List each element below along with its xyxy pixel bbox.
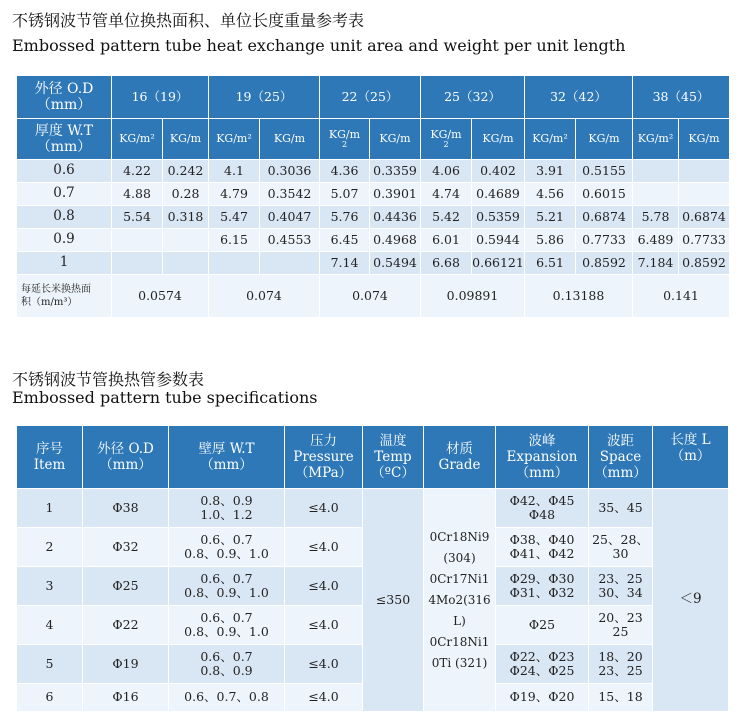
value-cell: 0.66121	[472, 252, 525, 275]
value-cell: 0.5494	[370, 252, 421, 275]
value-cell	[679, 183, 730, 206]
wt-line: 1.0、1.2	[200, 507, 253, 522]
value-cell: 7.14	[320, 252, 370, 275]
area-value-cell: 0.0574	[112, 275, 209, 318]
unit-header-row	[17, 119, 730, 160]
expansion-cell	[496, 528, 589, 567]
value-cell: 6.489	[633, 229, 679, 252]
header-line: Space	[599, 448, 642, 465]
table1-title-en: Embossed pattern tube heat exchange unit area and weight per unit length	[12, 36, 626, 55]
header-line: （mm）	[200, 457, 253, 473]
value-cell: 0.242	[163, 160, 209, 183]
value-cell: 4.1	[209, 160, 260, 183]
table-row	[17, 160, 730, 183]
value-cell: 0.4689	[472, 183, 525, 206]
header-line: （ºC）	[371, 465, 415, 482]
header-line: 长度 L	[670, 432, 711, 448]
header-line: （mm）	[594, 465, 647, 482]
unit-len-header: KG/m	[679, 119, 730, 160]
expansion-cell	[496, 645, 589, 684]
value-cell: 0.28	[163, 183, 209, 206]
value-cell: 4.74	[421, 183, 472, 206]
area-label-line2: 积（m/m³）	[21, 297, 78, 308]
size-38-45-header: 38（45）	[633, 76, 730, 119]
wt-line: 0.8、0.9、1.0	[184, 624, 269, 639]
item-cell: 4	[17, 606, 83, 645]
unit-stack-top: KG/m	[430, 127, 462, 141]
header-line: Grade	[438, 457, 481, 473]
unit-stack-bottom: 2	[443, 139, 449, 149]
value-cell: 4.36	[320, 160, 370, 183]
item-cell: 6	[17, 684, 83, 712]
pressure-cell: ≤4.0	[285, 567, 363, 606]
value-cell: 0.7733	[576, 229, 633, 252]
temp-header	[363, 426, 424, 489]
header-line: Pressure	[293, 448, 354, 465]
unit-area-header: KG/m²	[209, 119, 260, 160]
expansion-line: Φ48	[528, 507, 556, 522]
table-row	[17, 183, 730, 206]
value-cell: 0.6015	[576, 183, 633, 206]
od-cell: Φ19	[83, 645, 169, 684]
value-cell: 4.56	[525, 183, 576, 206]
od-label-line2: （mm）	[36, 97, 92, 113]
area-label-line1: 每延长米换热面	[21, 283, 91, 295]
header-line: 压力	[310, 432, 337, 449]
header-line: Temp	[374, 448, 412, 465]
space-header	[589, 426, 653, 489]
expansion-cell	[496, 567, 589, 606]
unit-area-header: KG/m²	[633, 119, 679, 160]
value-cell: 0.3542	[260, 183, 320, 206]
grade-cell	[424, 489, 496, 712]
pressure-cell: ≤4.0	[285, 606, 363, 645]
header-line: 波峰	[528, 432, 556, 449]
item-cell: 5	[17, 645, 83, 684]
area-value-cell: 0.141	[633, 275, 730, 318]
value-cell	[260, 252, 320, 275]
grade-line: (304)	[443, 550, 476, 565]
weight-area-table	[16, 75, 730, 318]
value-cell: 0.7733	[679, 229, 730, 252]
value-cell	[633, 183, 679, 206]
unit-area-header	[421, 119, 472, 160]
value-cell: 0.6874	[679, 206, 730, 229]
value-cell: 6.68	[421, 252, 472, 275]
expansion-line: Φ31、Φ32	[509, 585, 575, 600]
item-cell: 3	[17, 567, 83, 606]
space-cell	[589, 528, 653, 567]
grade-line: 4Mo2(316	[428, 592, 491, 607]
wt-cell	[169, 489, 285, 528]
header-line: （mm）	[515, 465, 569, 482]
value-cell	[679, 160, 730, 183]
wt-cell: 0.7	[17, 183, 112, 206]
expansion-line: Φ24、Φ25	[509, 663, 575, 678]
size-header-row	[17, 76, 730, 119]
value-cell: 0.8592	[576, 252, 633, 275]
od-label-line1: 外径 O.D	[34, 80, 94, 97]
value-cell: 5.86	[525, 229, 576, 252]
space-line: 23、25	[598, 570, 643, 586]
specifications-table	[16, 425, 729, 712]
unit-stack-bottom: 2	[341, 139, 348, 149]
table-row	[17, 252, 730, 275]
grade-line: 0Cr18Ni1	[429, 634, 490, 649]
table2-title-zh: 不锈钢波节管换热管参数表	[12, 370, 205, 389]
value-cell	[209, 252, 260, 275]
expansion-line: Φ25	[528, 616, 556, 632]
area-value-cell: 0.074	[209, 275, 320, 318]
size-25-32-header: 25（32）	[421, 76, 525, 119]
table1-title-zh: 不锈钢波节管单位换热面积、单位长度重量参考表	[12, 11, 365, 30]
grade-line: L)	[453, 613, 466, 628]
value-cell	[112, 252, 163, 275]
grade-line: 0Cr17Ni1	[429, 571, 490, 586]
space-line: 30	[612, 546, 629, 561]
temp-cell: ≤350	[363, 489, 424, 712]
value-cell: 5.54	[112, 206, 163, 229]
header-line: 序号	[36, 440, 63, 457]
value-cell: 0.318	[163, 206, 209, 229]
unit-len-header: KG/m	[163, 119, 209, 160]
value-cell: 5.21	[525, 206, 576, 229]
od-cell: Φ16	[83, 684, 169, 712]
item-cell: 1	[17, 489, 83, 528]
value-cell: 5.47	[209, 206, 260, 229]
space-cell: 15、18	[589, 684, 653, 712]
area-value-cell: 0.074	[320, 275, 421, 318]
value-cell	[163, 252, 209, 275]
header-line: 壁厚 W.T	[198, 440, 255, 457]
value-cell: 7.184	[633, 252, 679, 275]
space-line: 18、20	[598, 648, 643, 664]
length-cell: ＜9	[653, 489, 729, 712]
value-cell: 0.5359	[472, 206, 525, 229]
header-line: Item	[33, 457, 66, 473]
wt-label-line2: （mm）	[36, 139, 92, 155]
wt-cell	[169, 645, 285, 684]
space-cell	[589, 489, 653, 528]
value-cell: 5.76	[320, 206, 370, 229]
wt-line: 0.8、0.9、1.0	[184, 585, 269, 600]
wt-cell: 1	[17, 252, 112, 275]
space-cell	[589, 606, 653, 645]
value-cell: 6.01	[421, 229, 472, 252]
wt-line: 0.8、0.9	[200, 492, 253, 508]
wt-header-cell	[17, 119, 112, 160]
value-cell: 0.5155	[576, 160, 633, 183]
header-line: 温度	[379, 432, 407, 449]
expansion-cell: Φ19、Φ20	[496, 684, 589, 712]
area-value-cell: 0.13188	[525, 275, 633, 318]
value-cell: 0.402	[472, 160, 525, 183]
value-cell: 0.3359	[370, 160, 421, 183]
od-header	[83, 426, 169, 489]
expansion-line: Φ29、Φ30	[509, 570, 575, 586]
table-row	[17, 229, 730, 252]
header-line: 波距	[607, 432, 634, 449]
expansion-line: Φ41、Φ42	[509, 546, 575, 561]
value-cell: 5.78	[633, 206, 679, 229]
unit-len-header: KG/m	[576, 119, 633, 160]
unit-len-header: KG/m	[370, 119, 421, 160]
header-line: 外径 O.D	[97, 440, 154, 457]
unit-area-header: KG/m²	[112, 119, 163, 160]
wt-line: 0.6、0.7	[200, 609, 253, 625]
value-cell: 0.4436	[370, 206, 421, 229]
wt-cell: 0.6	[17, 160, 112, 183]
expansion-line: Φ22、Φ23	[509, 648, 575, 664]
value-cell: 6.51	[525, 252, 576, 275]
od-cell: Φ22	[83, 606, 169, 645]
wt-cell	[169, 606, 285, 645]
value-cell: 0.6874	[576, 206, 633, 229]
header-line: （MPa）	[294, 465, 353, 482]
wt-cell	[169, 567, 285, 606]
value-cell	[633, 160, 679, 183]
wt-cell: 0.6、0.7、0.8	[169, 684, 285, 712]
value-cell: 0.5944	[472, 229, 525, 252]
space-line: 25、28、	[592, 531, 649, 547]
expansion-line: Φ42、Φ45	[509, 492, 575, 508]
size-32-42-header: 32（42）	[525, 76, 633, 119]
od-cell: Φ25	[83, 567, 169, 606]
grade-line: 0Ti (321)	[431, 655, 488, 670]
wt-label-line1: 厚度 W.T	[34, 122, 94, 139]
value-cell	[112, 229, 163, 252]
value-cell: 5.07	[320, 183, 370, 206]
header-line: 材质	[446, 440, 473, 457]
od-cell: Φ38	[83, 489, 169, 528]
item-cell: 2	[17, 528, 83, 567]
area-label-cell	[17, 275, 112, 318]
pressure-cell: ≤4.0	[285, 528, 363, 567]
pressure-header	[285, 426, 363, 489]
unit-stack-top: KG/m	[328, 127, 361, 141]
unit-len-header: KG/m	[472, 119, 525, 160]
pressure-cell: ≤4.0	[285, 489, 363, 528]
od-header-cell	[17, 76, 112, 119]
expansion-line: Φ38、Φ40	[509, 531, 575, 547]
pressure-cell: ≤4.0	[285, 684, 363, 712]
space-line: 25	[612, 624, 629, 639]
value-cell: 6.45	[320, 229, 370, 252]
value-cell: 0.8592	[679, 252, 730, 275]
wt-line: 0.8、0.9、1.0	[184, 546, 269, 561]
value-cell: 0.4553	[260, 229, 320, 252]
header-line: （m）	[670, 448, 711, 465]
value-cell: 4.22	[112, 160, 163, 183]
wt-line: 0.6、0.7	[200, 531, 253, 547]
area-row	[17, 275, 730, 318]
space-line: 23、25	[598, 663, 643, 678]
size-16-19-header: 16（19）	[112, 76, 209, 119]
table-row	[17, 206, 730, 229]
wt-cell	[169, 528, 285, 567]
value-cell: 6.15	[209, 229, 260, 252]
size-19-25-header: 19（25）	[209, 76, 320, 119]
value-cell: 5.42	[421, 206, 472, 229]
unit-area-header: KG/m²	[525, 119, 576, 160]
wt-cell: 0.9	[17, 229, 112, 252]
value-cell: 4.88	[112, 183, 163, 206]
grade-line: 0Cr18Ni9	[429, 529, 490, 544]
space-line: 20、23	[598, 609, 643, 625]
unit-area-header	[320, 119, 370, 160]
value-cell: 0.3036	[260, 160, 320, 183]
unit-len-header: KG/m	[260, 119, 320, 160]
header-line: Expansion	[506, 448, 578, 465]
space-cell	[589, 567, 653, 606]
wt-line: 0.6、0.7	[200, 570, 253, 586]
value-cell	[163, 229, 209, 252]
space-line: 35、45	[598, 499, 643, 515]
wt-cell: 0.8	[17, 206, 112, 229]
expansion-cell	[496, 489, 589, 528]
value-cell: 0.3901	[370, 183, 421, 206]
value-cell: 4.06	[421, 160, 472, 183]
area-value-cell: 0.09891	[421, 275, 525, 318]
value-cell: 4.79	[209, 183, 260, 206]
spec-header-row	[17, 426, 729, 489]
expansion-header	[496, 426, 589, 489]
grade-header	[424, 426, 496, 489]
wt-header	[169, 426, 285, 489]
size-22-25-header: 22（25）	[320, 76, 421, 119]
table-row	[17, 489, 729, 528]
length-header	[653, 426, 729, 489]
item-header	[17, 426, 83, 489]
space-cell	[589, 645, 653, 684]
value-cell: 3.91	[525, 160, 576, 183]
value-cell: 0.4047	[260, 206, 320, 229]
value-cell: 0.4968	[370, 229, 421, 252]
od-cell: Φ32	[83, 528, 169, 567]
table2-title-en: Embossed pattern tube specifications	[12, 388, 318, 407]
pressure-cell: ≤4.0	[285, 645, 363, 684]
expansion-cell	[496, 606, 589, 645]
header-line: （mm）	[99, 457, 152, 473]
space-line: 30、34	[598, 585, 643, 600]
wt-line: 0.8、0.9	[200, 663, 253, 678]
wt-line: 0.6、0.7	[200, 648, 253, 664]
